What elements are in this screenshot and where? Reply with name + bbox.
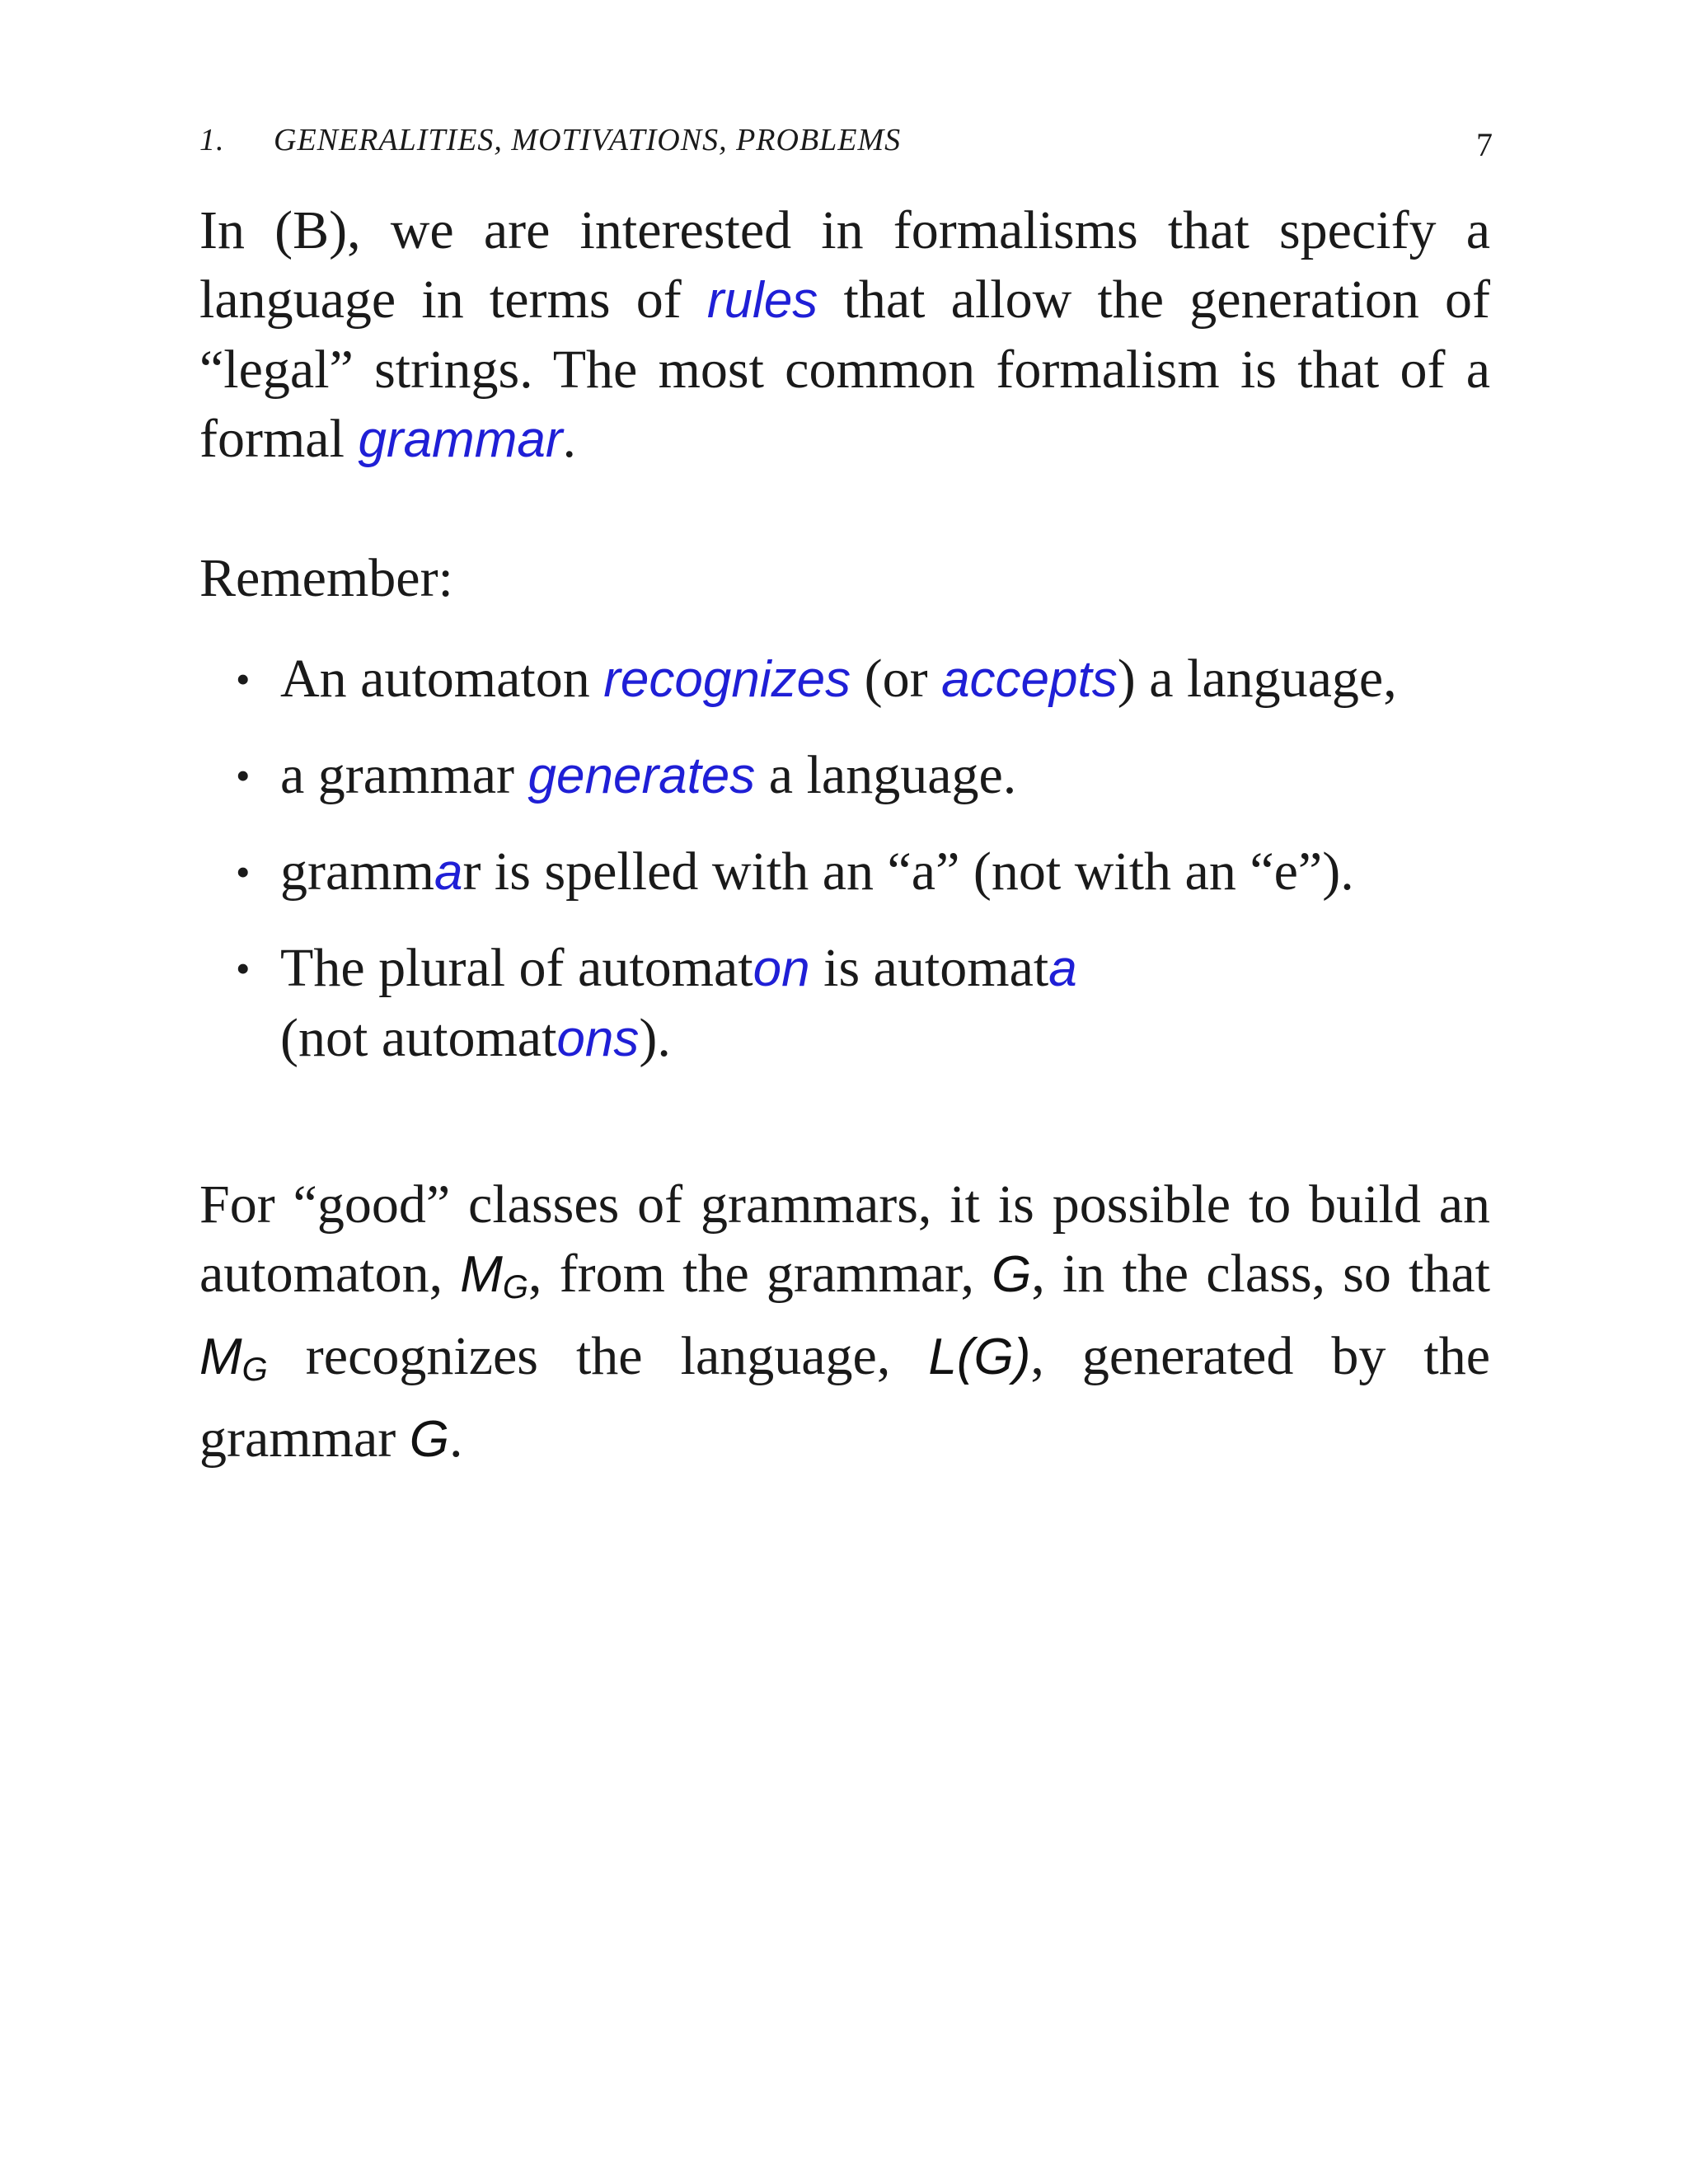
page-number: 7	[1476, 126, 1493, 163]
list-item	[232, 644, 1502, 715]
math-m-g	[199, 1329, 268, 1388]
remember-list	[232, 644, 1502, 1100]
paragraph-text: recognizes the language,	[267, 1326, 929, 1386]
keyword-letter-a: a	[434, 844, 463, 901]
chapter-title: GENERALITIES, MOTIVATIONS, PROBLEMS	[274, 123, 902, 157]
bullet-icon: •	[236, 945, 251, 991]
keyword-generates: generates	[528, 748, 756, 804]
paragraph-automaton-construction	[199, 1170, 1490, 1474]
paragraph-text: , from the grammar,	[528, 1244, 992, 1304]
paragraph-text: .	[448, 1408, 463, 1469]
item-text: ) a language,	[1117, 649, 1397, 709]
item-text: gramm	[280, 841, 434, 902]
item-text: An automaton	[280, 649, 604, 709]
item-text: ).	[639, 1008, 671, 1068]
bullet-icon: •	[236, 849, 251, 895]
math-l-of-g: L(G)	[928, 1329, 1031, 1385]
running-head	[199, 122, 1493, 163]
bullet-icon: •	[236, 752, 251, 799]
math-subscript: G	[502, 1269, 529, 1305]
keyword-suffix-ons: ons	[556, 1010, 640, 1067]
keyword-recognizes: recognizes	[603, 651, 851, 708]
math-g: G	[409, 1411, 449, 1468]
list-item	[232, 934, 1502, 1074]
keyword-accepts: accepts	[941, 651, 1118, 708]
keyword-rules: rules	[706, 272, 818, 329]
keyword-suffix-a: a	[1048, 940, 1077, 997]
item-text: (or	[851, 649, 942, 709]
keyword-grammar: grammar	[358, 411, 563, 468]
paragraph-text: In (B), we are interested in formalisms that specify a language in terms of	[199, 200, 1490, 330]
paragraph-formalisms	[199, 196, 1490, 475]
math-symbol: M	[460, 1246, 503, 1303]
list-item	[232, 741, 1502, 811]
paragraph-text: .	[562, 409, 576, 469]
item-text: a language.	[755, 745, 1017, 805]
math-symbol: M	[199, 1329, 242, 1385]
paragraph-text: that allow the generation of “legal” strings. The most common formalism is that of a formal	[199, 269, 1490, 469]
bullet-icon: •	[236, 656, 251, 702]
item-text: r is spelled with an “a” (not with an “e”).	[462, 841, 1354, 902]
math-m-g	[460, 1246, 528, 1303]
chapter-number: 1.	[199, 123, 225, 157]
math-g: G	[992, 1246, 1032, 1303]
item-text: The plural of automat	[280, 938, 753, 998]
math-subscript: G	[241, 1352, 268, 1388]
item-text: is automat	[809, 938, 1049, 998]
paragraph-text: , in the class, so that	[1031, 1244, 1490, 1304]
paragraph-text: , generated by the grammar	[199, 1326, 1490, 1469]
item-text: (not automat	[280, 1008, 557, 1068]
keyword-suffix-on: on	[753, 940, 810, 997]
remember-label: Remember:	[199, 548, 453, 608]
item-text: a grammar	[280, 745, 528, 805]
paragraph-text: For “good” classes of grammars, it is possible to build an automaton,	[199, 1174, 1490, 1304]
list-item	[232, 837, 1502, 907]
